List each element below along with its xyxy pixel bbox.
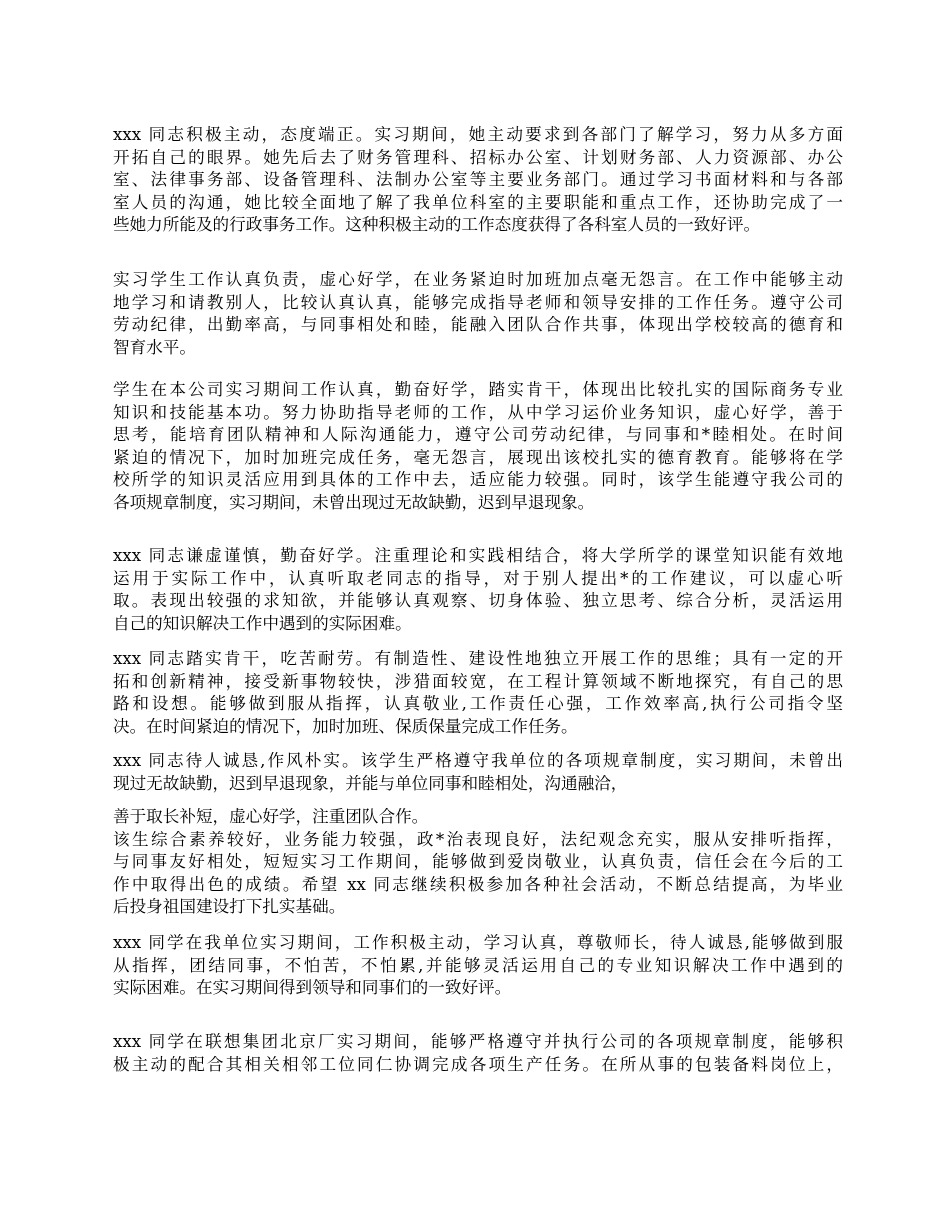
text-line: 些她力所能及的行政事务工作。这种积极主动的工作态度获得了各科室人员的一致好评。 bbox=[113, 215, 761, 235]
text-line: 智育水平。 bbox=[113, 337, 196, 357]
text-line: 劳动纪律，出勤率高，与同事相处和睦，能融入团队合作共事，体现出学校较高的德育和 bbox=[113, 315, 843, 335]
text-line: 实际困难。在实习期间得到领导和同事们的一致好评。 bbox=[113, 978, 512, 998]
text-line: 实习学生工作认真负责，虚心好学，在业务紧迫时加班加点毫无怨言。在工作中能够主动 bbox=[113, 270, 843, 289]
text-line: xxx 同志积极主动，态度端正。实习期间，她主动要求到各部门了解学习，努力从多方面 bbox=[113, 125, 843, 144]
text-line: 现过无故缺勤，迟到早退现象，并能与单位同事和睦相处，沟通融洽， bbox=[113, 773, 628, 793]
paragraph-4 bbox=[113, 545, 843, 635]
text-line: 后投身祖国建设打下扎实基础。 bbox=[113, 897, 346, 917]
text-line: 开拓自己的眼界。她先后去了财务管理科、招标办公室、计划财务部、人力资源部、办公 bbox=[113, 147, 843, 167]
paragraph-2 bbox=[113, 269, 843, 359]
text-line: 决。在时间紧迫的情况下，加时加班、保质保量完成工作任务。 bbox=[113, 716, 578, 736]
paragraph-5 bbox=[113, 648, 843, 738]
text-line: 善于取长补短，虚心好学，注重团队合作。 bbox=[113, 807, 429, 826]
text-line: xxx 同志待人诚恳,作风朴实。该学生严格遵守我单位的各项规章制度，实习期间，未曾出 bbox=[113, 751, 843, 770]
text-line: 从指挥，团结同事，不怕苦，不怕累,并能够灵活运用自己的专业知识解决工作中遇到的 bbox=[113, 955, 843, 975]
text-line: 校所学的知识灵活应用到具体的工作中去，适应能力较强。同时，该学生能遵守我公司的 bbox=[113, 470, 843, 490]
text-line: xxx 同志踏实肯干，吃苦耐劳。有制造性、建设性地独立开展工作的思维；具有一定的开 bbox=[113, 649, 843, 668]
paragraph-7 bbox=[113, 806, 843, 919]
text-line: 拓和创新精神，接受新事物较快，涉猎面较宽，在工程计算领域不断地探究，有自己的思 bbox=[113, 671, 843, 691]
paragraph-9 bbox=[113, 1031, 843, 1076]
paragraph-8 bbox=[113, 932, 843, 1000]
paragraph-3 bbox=[113, 379, 843, 515]
text-line: 室、法律事务部、设备管理科、法制办公室等主要业务部门。通过学习书面材料和与各部 bbox=[113, 170, 843, 190]
text-line: 自己的知识解决工作中遇到的实际困难。 bbox=[113, 613, 412, 633]
text-line: 紧迫的情况下，加时加班完成任务，毫无怨言，展现出该校扎实的德育教育。能够将在学 bbox=[113, 447, 843, 467]
text-line: xxx 同志谦虚谨慎，勤奋好学。注重理论和实践相结合，将大学所学的课堂知识能有效地 bbox=[113, 546, 843, 565]
text-line: 该生综合素养较好，业务能力较强，政*治表现良好，法纪观念充实，服从安排听指挥， bbox=[113, 829, 843, 849]
text-line: 极主动的配合其相关相邻工位同仁协调完成各项生产任务。在所从事的包装备料岗位上， bbox=[113, 1054, 843, 1074]
text-line: 与同事友好相处，短短实习工作期间，能够做到爱岗敬业，认真负责，信任会在今后的工 bbox=[113, 852, 843, 872]
text-line: xxx 同学在我单位实习期间，工作积极主动，学习认真，尊敬师长，待人诚恳,能够做到服 bbox=[113, 933, 843, 952]
text-line: 取。表现出较强的求知欲，并能够认真观察、切身体验、独立思考、综合分析，灵活运用 bbox=[113, 591, 843, 611]
text-line: 地学习和请教别人，比较认真认真，能够完成指导老师和领导安排的工作任务。遵守公司 bbox=[113, 292, 843, 312]
paragraph-6 bbox=[113, 750, 843, 795]
text-line: 思考，能培育团队精神和人际沟通能力，遵守公司劳动纪律，与同事和*睦相处。在时间 bbox=[113, 425, 843, 445]
text-line: 作中取得出色的成绩。希望 xx 同志继续积极参加各种社会活动，不断总结提高，为毕业 bbox=[113, 874, 843, 894]
text-line: xxx 同学在联想集团北京厂实习期间，能够严格遵守并执行公司的各项规章制度，能够积 bbox=[113, 1032, 843, 1051]
text-line: 各项规章制度，实习期间，未曾出现过无故缺勤，迟到早退现象。 bbox=[113, 492, 595, 512]
text-line: 知识和技能基本功。努力协助指导老师的工作，从中学习运价业务知识，虚心好学，善于 bbox=[113, 402, 843, 422]
text-line: 运用于实际工作中，认真听取老同志的指导，对于别人提出*的工作建议，可以虚心听 bbox=[113, 568, 843, 588]
text-line: 室人员的沟通，她比较全面地了解了我单位科室的主要职能和重点工作，还协助完成了一 bbox=[113, 192, 843, 212]
paragraph-1 bbox=[113, 124, 843, 237]
text-line: 学生在本公司实习期间工作认真，勤奋好学，踏实肯干，体现出比较扎实的国际商务专业 bbox=[113, 380, 843, 399]
text-line: 路和设想。能够做到服从指挥，认真敬业,工作责任心强，工作效率高,执行公司指令坚 bbox=[113, 694, 843, 714]
